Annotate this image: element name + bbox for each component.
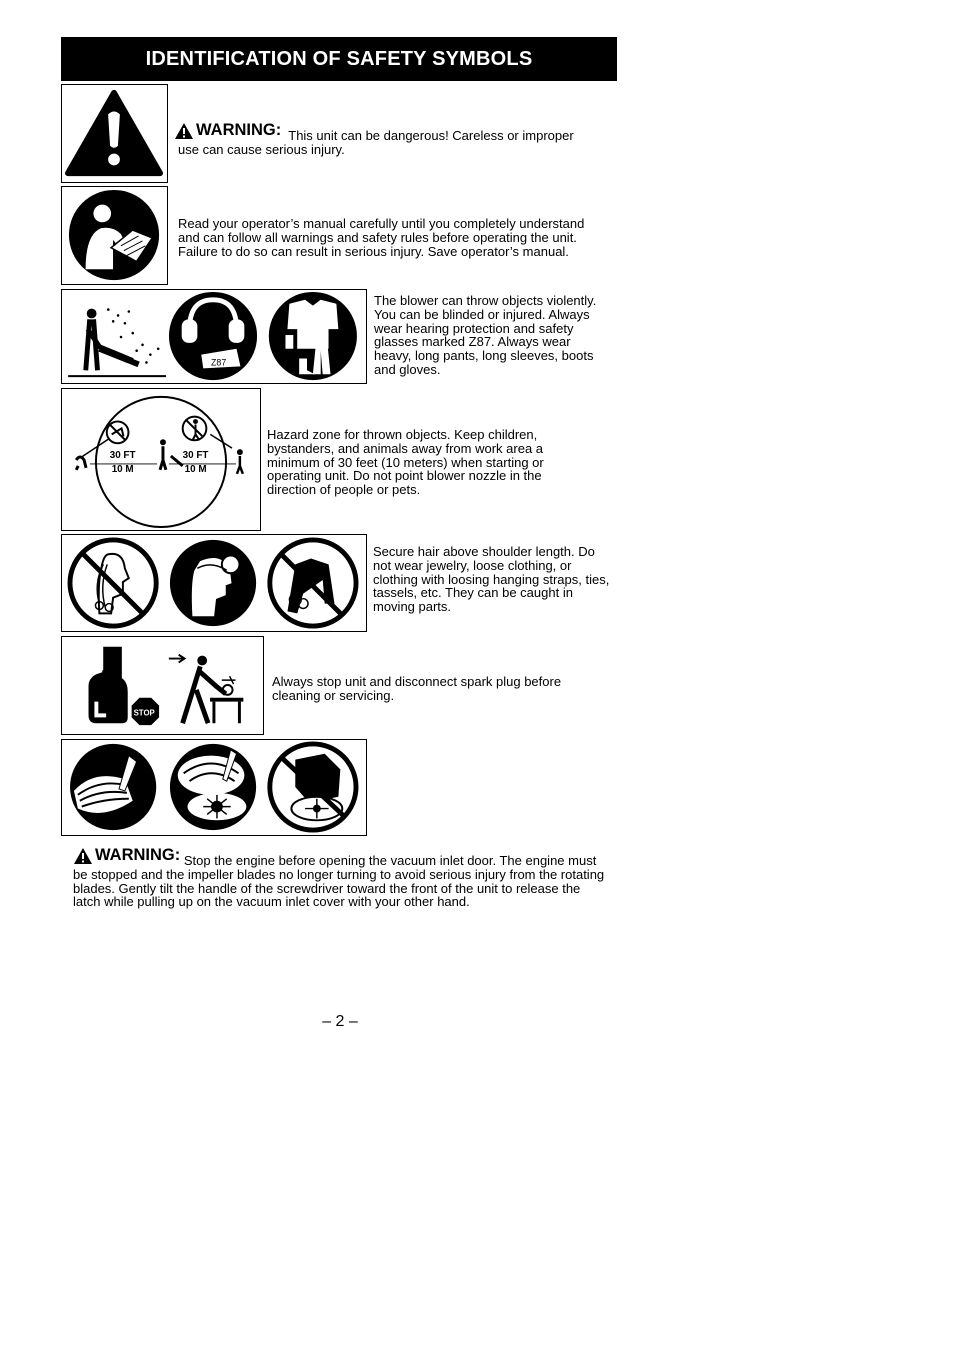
impeller-screwdriver-icon [70,744,156,830]
page-number: – 2 – [322,1013,358,1030]
goggles-mark: Z87 [211,357,227,368]
section-2-text: Read your operator’s manual carefully until you completely understand and can follow all warnings and safety rules before operating the unit. Failure to do so can result in serious injury. Save operator’s manual. [178,216,585,259]
distance-ft-right: 30 FT [182,450,209,462]
warning-text: This unit can be dangerous! Careless or improper [288,128,574,143]
protective-clothing-icon [269,292,357,380]
distance-ft-left: 30 FT [109,450,136,462]
spark-plug-box [61,636,264,735]
section-4-text: Hazard zone for thrown objects. Keep children, bystanders, and animals away from work area a minimum of 30 feet (10 meters) when starting or operating unit. Do not point blower nozzle in the direction of people or pets. [267,427,544,498]
no-hand-impeller-icon [270,744,356,830]
open-inlet-icon [170,744,256,830]
no-pets-icon [107,422,129,444]
thrown-objects-icon [68,308,166,376]
impeller-box [61,739,367,836]
hair-clothing-box [61,534,367,632]
hair-clothing-icons [62,535,366,631]
impeller-icons [62,740,366,835]
warning-triangle-icon [62,85,167,182]
bottom-warning [73,847,609,909]
stop-sign-icon [132,698,159,725]
section-3-text: The blower can throw objects violently. You can be blinded or injured. Always wear hearing protection and safety glasses marked Z87. Always wear heavy, long pants, long sleeves, boots and gloves. [374,293,597,377]
warning-label: WARNING: [95,846,181,865]
no-loose-clothing-icon [270,540,356,626]
page-title: IDENTIFICATION OF SAFETY SYMBOLS [61,37,617,81]
warning-text-cont: use can cause serious injury. [178,141,345,157]
section-6-text: Always stop unit and disconnect spark plug before cleaning or servicing. [272,674,562,703]
hearing-eye-protection-icon [169,292,257,380]
stop-label: STOP [133,708,155,718]
hazard-zone-box [61,388,261,531]
warning-label: WARNING: [196,121,282,140]
protection-icons [62,290,366,383]
no-bystanders-icon [183,417,207,441]
section-5-text: Secure hair above shoulder length. Do not wear jewelry, loose clothing, or clothing with loosing hanging straps, ties, tassels, etc. They can be caught in moving parts. [373,544,610,615]
section-1-text [174,122,614,157]
read-manual-box [61,186,168,285]
warning-symbol-box [61,84,168,183]
bottom-warning-text: Stop the engine before opening the vacuum inlet door. The engine must be stopped and the impeller blades no longer turning to avoid serious injury from the rotating blades. Gently tilt the handle of the screwdriver toward the front of the unit to release the latch while pulling up on the vacuum inlet cover with your other hand. [73,853,605,910]
warning-small-icon [174,122,194,140]
secured-hair-icon [170,540,256,626]
read-manual-icon [62,187,167,284]
distance-m-right: 10 M [184,463,207,475]
disconnect-spark-plug-icon [62,637,263,734]
no-loose-hair-icon [70,540,156,626]
hazard-zone-icon [62,389,260,530]
distance-m-left: 10 M [111,463,134,475]
warning-small-icon [73,847,93,865]
eye-hearing-protection-box [61,289,367,384]
